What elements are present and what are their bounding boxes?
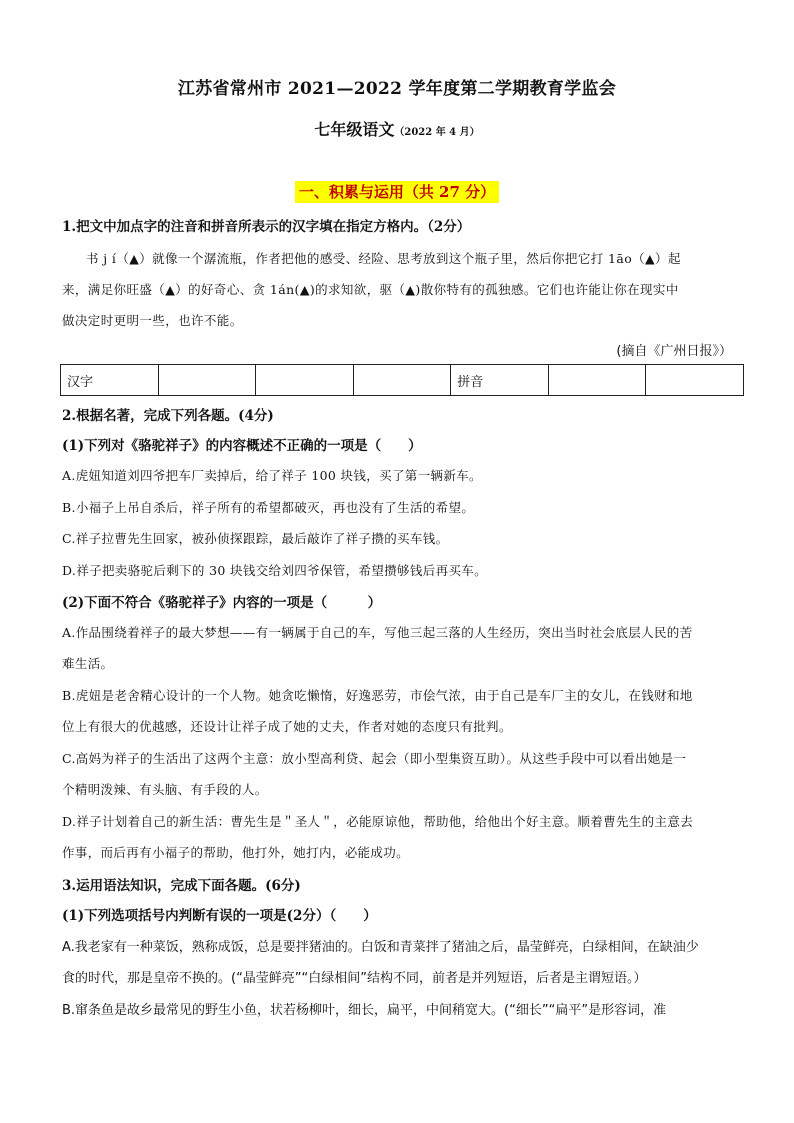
q3-sub1-option-a-line2: 食的时代，那是皇帝不换的。(“晶莹鲜亮”“白绿相间”结构不同，前者是并列短语，后者是主谓短语。） <box>62 971 647 986</box>
q3-sub1-option-a-line1: A.我老家有一种菜饭，熟称成饭，总是要拌猪油的。白饭和青菜拌了猪油之后，晶莹鲜亮，白绿相间，在缺油少 <box>62 940 699 955</box>
exam-title: 江苏省常州市 2021—2022 学年度第二学期教育学监会 <box>177 79 617 99</box>
q2-stem: 2.根据名著，完成下列各题。(4分) <box>62 408 274 424</box>
q3-sub1-option-b-line1: B.窜条鱼是故乡最常见的野生小鱼，状若杨柳叶，细长，扁平，中间稍宽大。(“细长”“扁平”是形容词，准 <box>62 1003 667 1018</box>
grid-label-pinyin: 拼音 <box>451 365 549 396</box>
grid-label-hanzi: 汉字 <box>61 365 159 396</box>
grid-cell-pinyin-2[interactable] <box>646 365 744 396</box>
q1-stem: 1.把文中加点字的注音和拼音所表示的汉字填在指定方格内。（2分） <box>62 219 471 235</box>
grid-cell-hanzi-2[interactable] <box>256 365 354 396</box>
q3-stem: 3.运用语法知识，完成下面各题。(6分) <box>62 878 301 894</box>
grid-cell-hanzi-3[interactable] <box>353 365 451 396</box>
subtitle-note: （2022 年 4 月） <box>394 127 480 138</box>
q2-sub2-option-d-line1: D.祥子计划着自己的新生活：曹先生是＂圣人＂，必能原谅他，帮助他，给他出个好主意。顺着曹先生的主意去 <box>62 814 694 829</box>
q1-source: (摘自《广州日报》） <box>616 344 732 359</box>
q2-sub1-option-a: A.虎妞知道刘四爷把车厂卖掉后，给了祥子 100 块钱，买了第一辆新车。 <box>62 468 482 483</box>
q2-sub1-stem: (1)下列对《骆驼祥子》的内容概述不正确的一项是（ ） <box>62 438 422 454</box>
q2-sub1-option-b: B.小福子上吊自杀后，祥子所有的希望都破灭，再也没有了生活的希望。 <box>62 500 475 515</box>
q2-sub2-option-c-line1: C.高妈为祥子的生活出了这两个主意：放小型高利贷、起会（即小型集资互助）。从这些手段中可以看出她是一 <box>62 751 687 766</box>
section-label: 一、积累与运用（共 27 分） <box>295 181 499 203</box>
grid-cell-pinyin-1[interactable] <box>548 365 646 396</box>
q2-sub2-option-a-line1: A.作品围绕着祥子的最大梦想——有一辆属于自己的车，写他三起三落的人生经历，突出当时社会底层人民的苦 <box>62 625 693 640</box>
subtitle-main: 七年级语文 <box>314 120 395 139</box>
grid-cell-hanzi-1[interactable] <box>158 365 256 396</box>
q3-sub1-stem: (1)下列选项括号内判断有误的一项是(2分）（ ） <box>62 908 377 924</box>
q2-sub2-option-c-line2: 个精明泼辣、有头脑、有手段的人。 <box>62 782 268 797</box>
q2-sub2-option-a-line2: 难生活。 <box>62 656 114 671</box>
q2-sub2-stem: (2)下面不符合《骆驼祥子》内容的一项是（ ） <box>62 595 382 611</box>
q2-sub2-option-b-line1: B.虎妞是老舍精心设计的一个人物。她贪吃懒惰，好逸恶劳，市侩气浓，由于自己是车厂主的女儿，在钱财和地 <box>62 688 693 703</box>
answer-grid <box>60 364 744 396</box>
q2-sub2-option-d-line2: 作事，而后再有小福子的帮助，他打外，她打内，必能成功。 <box>62 845 409 860</box>
q1-passage-line3: 做决定时更明一些，也许不能。 <box>62 313 243 328</box>
q1-passage-line1: 书 j í（▲）就像一个潺流瓶，作者把他的感受、经险、思考放到这个瓶子里，然后你把它打 1āo（▲）起 <box>86 251 681 266</box>
q2-sub1-option-c: C.祥子拉曹先生回家，被孙侦探跟踪，最后敲诈了祥子攒的买车钱。 <box>62 531 449 546</box>
q2-sub1-option-d: D.祥子把卖骆驼后剩下的 30 块钱交给刘四爷保管，希望攒够钱后再买车。 <box>62 563 488 578</box>
exam-subtitle <box>0 117 794 140</box>
q1-passage-line2: 来，满足你旺盛（▲）的好奇心、贪 1án(▲)的求知欲，驱（▲)散你特有的孤独感。它们也许能让你在现实中 <box>62 282 679 297</box>
q2-sub2-option-b-line2: 位上有很大的优越感，还设计让祥子成了她的丈夫，作者对她的态度只有批判。 <box>62 719 512 734</box>
section-heading <box>0 181 794 202</box>
